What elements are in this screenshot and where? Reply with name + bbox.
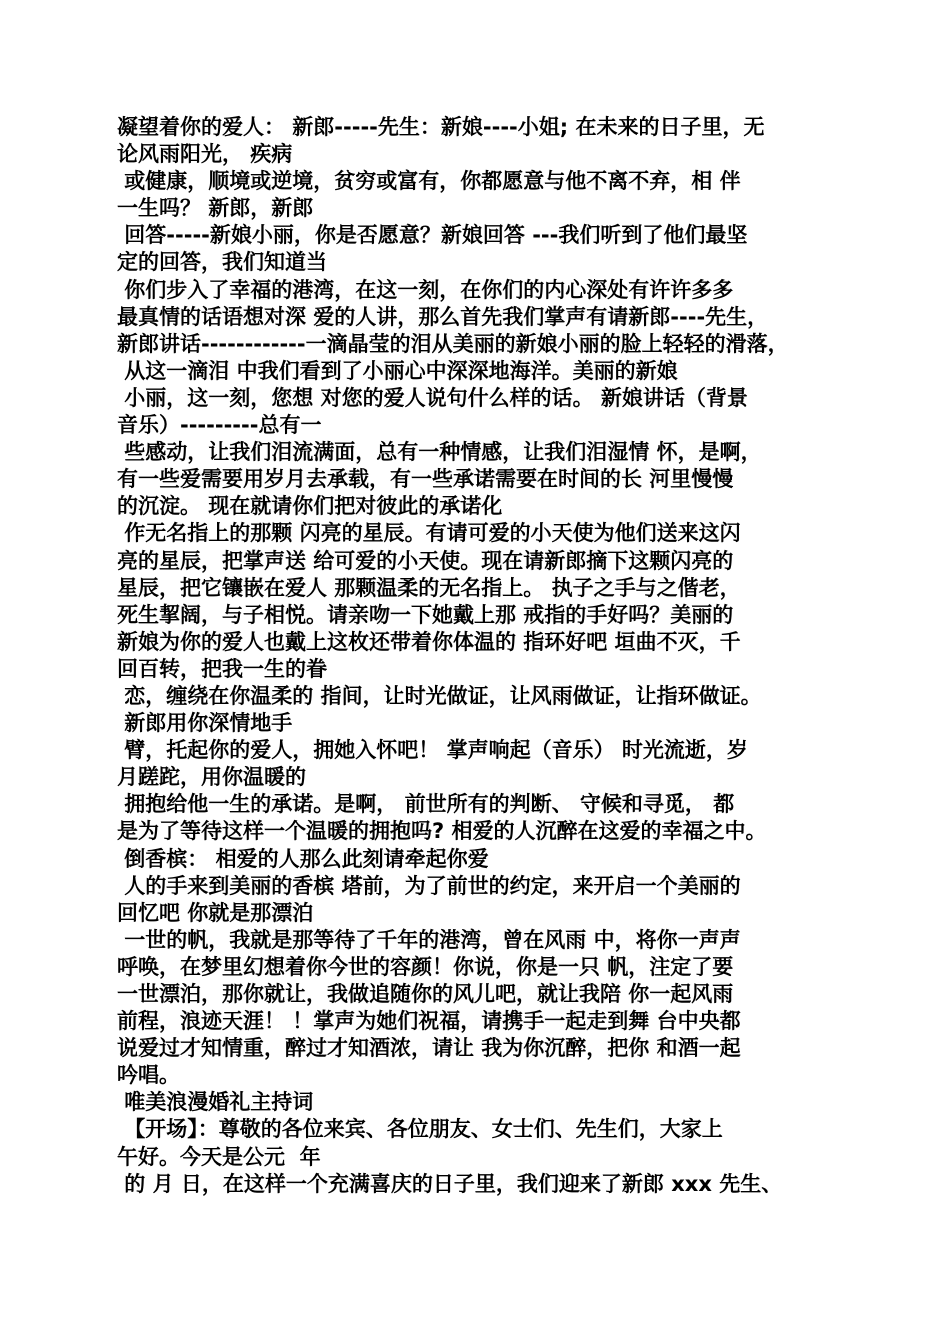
text-line: 有一些爱需要用岁月去承载，有一些承诺需要在时间的长 河里慢慢: [117, 467, 734, 492]
text-line: 亮的星辰，把掌声送 给可爱的小天使。现在请新郎摘下这颗闪亮的: [117, 548, 734, 573]
text-line: 的 月 日，在这样一个充满喜庆的日子里，我们迎来了新郎 xxx 先生、: [117, 1171, 783, 1196]
text-line: 回百转，把我一生的眷: [117, 656, 327, 681]
text-line: 臂，托起你的爱人，拥她入怀吧！ 掌声响起（音乐） 时光流逝，岁: [117, 738, 748, 763]
text-line: 说爱过才知情重，醉过才知酒浓，请让 我为你沉醉，把你 和酒一起: [117, 1036, 741, 1061]
section-heading: 唯美浪漫婚礼主持词: [117, 1090, 314, 1115]
text-line: 回答-----新娘小丽，你是否愿意？新娘回答 ---我们听到了他们最坚: [117, 223, 748, 248]
text-line: 最真情的话语想对深 爱的人讲，那么首先我们掌声有请新郎----先生，: [117, 304, 769, 329]
text-line: 星辰，把它镶嵌在爱人 那颗温柔的无名指上。 执子之手与之偕老，: [117, 575, 741, 600]
text-line: 定的回答，我们知道当: [117, 250, 327, 275]
text-line: 论风雨阳光， 疾病: [117, 142, 293, 167]
text-line: 音乐）---------总有一: [117, 413, 322, 438]
text-line: 凝望着你的爱人： 新郎-----先生：新娘----小姐; 在未来的日子里，无: [117, 115, 765, 139]
text-line: 新郎用你深情地手: [117, 711, 293, 736]
text-line: 新郎讲话------------一滴晶莹的泪从美丽的新娘小丽的脸上轻轻的滑落，: [117, 331, 789, 356]
document-body: [117, 114, 847, 1198]
text-line: 倒香槟： 相爱的人那么此刻请牵起你爱: [117, 846, 489, 871]
text-line: 新娘为你的爱人也戴上这枚还带着你体温的 指环好吧 垣曲不灭，千: [117, 629, 741, 654]
text-line: 一世的帆，我就是那等待了千年的港湾，曾在风雨 中，将你一声声: [117, 927, 741, 952]
text-line: 死生挈阔，与子相悦。请亲吻一下她戴上那 戒指的手好吗？美丽的: [117, 602, 734, 627]
text-line: 些感动，让我们泪流满面，总有一种情感，让我们泪湿情 怀，是啊，: [117, 440, 762, 465]
text-line: 一生吗？ 新郎，新郎: [117, 196, 314, 221]
text-line: 小丽，这一刻，您想 对您的爱人说句什么样的话。 新娘讲话（背景: [117, 385, 748, 410]
text-line: 呼唤，在梦里幻想着你今世的容颜！你说，你是一只 帆，注定了要: [117, 954, 734, 979]
text-line: 吟唱。: [117, 1063, 180, 1088]
text-line: 月蹉跎，用你温暖的: [117, 765, 306, 790]
text-line: 作无名指上的那颗 闪亮的星辰。有请可爱的小天使为他们送来这闪: [117, 521, 741, 546]
text-line: 或健康，顺境或逆境，贫穷或富有，你都愿意与他不离不弃，相 伴: [117, 169, 741, 194]
text-line: 拥抱给他一生的承诺。是啊， 前世所有的判断、 守候和寻觅， 都: [117, 792, 735, 817]
text-line: 前程，浪迹天涯！ ！掌声为她们祝福，请携手一起走到舞 台中央都: [117, 1009, 741, 1034]
text-line: 一世漂泊，那你就让，我做追随你的风儿吧，就让我陪 你一起风雨: [117, 982, 734, 1006]
text-line: 你们步入了幸福的港湾，在这一刻，在你们的内心深处有许许多多: [117, 277, 734, 302]
text-line: 从这一滴泪 中我们看到了小丽心中深深地海洋。美丽的新娘: [117, 358, 678, 383]
text-line: 人的手来到美丽的香槟 塔前，为了前世的约定，来开启一个美丽的: [117, 873, 741, 898]
text-line: 恋，缠绕在你温柔的 指间，让时光做证，让风雨做证，让指环做证。: [117, 683, 762, 708]
text-line: 午好。今天是公元 年: [117, 1144, 321, 1169]
text-line: 回忆吧 你就是那漂泊: [117, 900, 314, 925]
text-line: 的沉淀。 现在就请你们把对彼此的承诺化: [117, 494, 503, 519]
text-line: 【开场】：尊敬的各位来宾、各位朋友、女士们、先生们，大家上: [117, 1117, 723, 1142]
text-line: 是为了等待这样一个温暖的拥抱吗? 相爱的人沉醉在这爱的幸福之中。: [117, 819, 767, 844]
